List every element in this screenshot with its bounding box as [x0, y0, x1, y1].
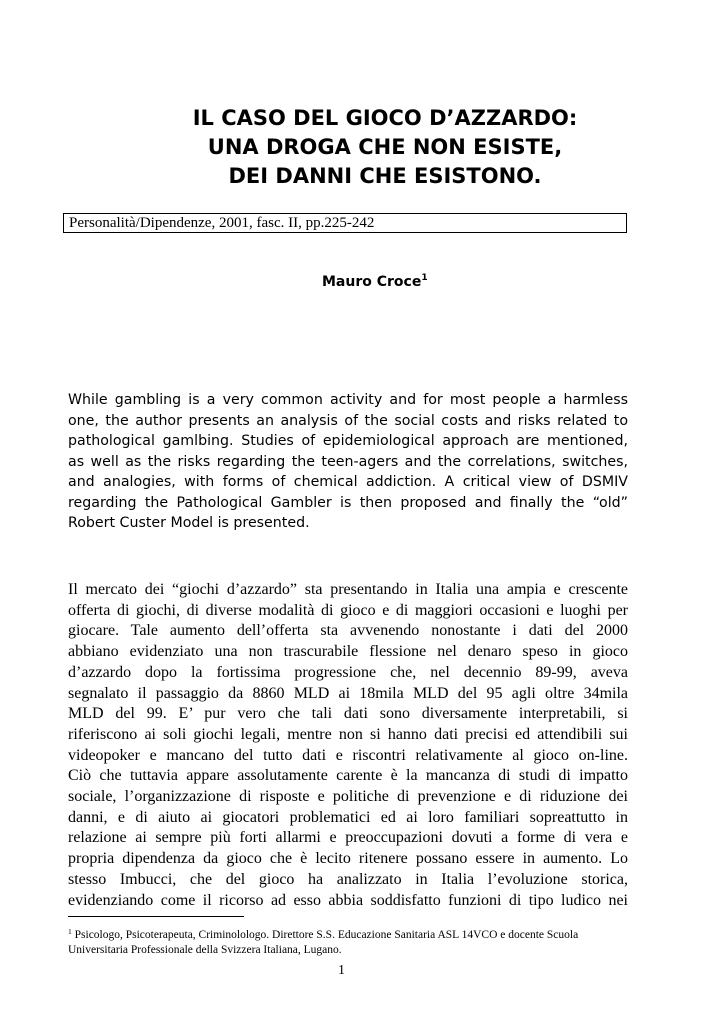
body-line: abbiano evidenziato una non trascurabile flessione nel denaro speso in gioco — [68, 643, 628, 661]
abstract-line: pathological gamlbing. Studies of epidemiological approach are mentioned, — [68, 433, 628, 449]
abstract-line: While gambling is a very common activity and for most people a harmless — [68, 392, 628, 408]
body-line: d’azzardo dopo la fortissima progressione che, nel decennio 89-99, aveva — [68, 663, 628, 681]
body-line: offerta di giochi, di diverse modalità di gioco e di maggiori occasioni e luoghi per — [68, 601, 628, 619]
body-line: relazione ai sempre più forti allarmi e preoccupazioni dovuti a forme di vera e — [68, 829, 628, 847]
abstract-line: Robert Custer Model is presented. — [68, 515, 310, 531]
body-paragraph — [68, 580, 628, 911]
author-footnote-marker: 1 — [421, 273, 428, 283]
body-line: segnalato il passaggio da 8860 MLD ai 18mila MLD del 95 agli oltre 34mila — [68, 684, 628, 702]
body-line: stesso Imbucci, che del gioco ha analizzato in Italia l’evoluzione storica, — [68, 870, 628, 888]
page-number: 1 — [338, 963, 345, 978]
body-line: Il mercato dei “giochi d’azzardo” sta presentando in Italia una ampia e crescente — [68, 581, 628, 598]
author-name: Mauro Croce — [322, 274, 422, 290]
abstract-line: regarding the Pathological Gambler is then proposed and finally the “old” — [68, 494, 628, 511]
author — [322, 273, 428, 290]
footnote-line: Universitaria Professionale della Svizzera Italiana, Lugano. — [68, 944, 342, 956]
body-line: Ciò che tuttavia appare assolutamente carente è la mancanza di studi di impatto — [68, 767, 628, 785]
abstract-line: one, the author presents an analysis of the social costs and risks related to — [68, 412, 628, 429]
footnote-line: Psicologo, Psicoterapeuta, Criminolologo. Direttore S.S. Educazione Sanitaria ASL 14VCO e docente Scuola — [74, 929, 579, 941]
document-title — [60, 104, 710, 191]
body-line: MLD del 99. E’ pur vero che tali dati sono diversamente interpretabili, si — [68, 705, 628, 723]
footnote — [68, 924, 628, 958]
abstract — [68, 390, 628, 534]
title-line: DEI DANNI CHE ESISTONO. — [228, 164, 542, 188]
footnote-marker: 1 — [68, 927, 72, 936]
title-line: IL CASO DEL GIOCO D’AZZARDO: — [192, 106, 578, 130]
abstract-line: as well as the risks regarding the teen-agers and the correlations, switches, — [68, 453, 628, 470]
title-line: UNA DROGA CHE NON ESISTE, — [207, 135, 563, 159]
body-line: giocare. Tale aumento dell’offerta sta avvenendo nonostante i dati del 2000 — [68, 622, 628, 640]
body-line: danni, e di aiuto ai giocatori problematici ed ai loro familiari sopreattutto in — [68, 808, 628, 826]
body-line: evidenziando come il ricorso ad esso abbia soddisfatto funzioni di tipo ludico nei — [68, 891, 628, 909]
body-line: videopoker e mancano del tutto dati e riscontri relativamente al gioco on-line. — [68, 746, 628, 764]
body-line: propria dipendenza da gioco che è lecito ritenere possano essere in aumento. Lo — [68, 850, 628, 868]
citation-box: Personalità/Dipendenze, 2001, fasc. II, pp.225-242 — [63, 213, 627, 233]
footnote-separator — [68, 916, 244, 917]
abstract-line: and analogies, with forms of chemical addiction. A critical view of DSMIV — [68, 474, 628, 490]
body-line: sociale, l’organizzazione di risposte e politiche di prevenzione e di riduzione dei — [68, 788, 628, 806]
body-line: riferiscono ai soli giochi legali, mentre non si hanno dati precisi ed attendibili sui — [68, 725, 628, 743]
